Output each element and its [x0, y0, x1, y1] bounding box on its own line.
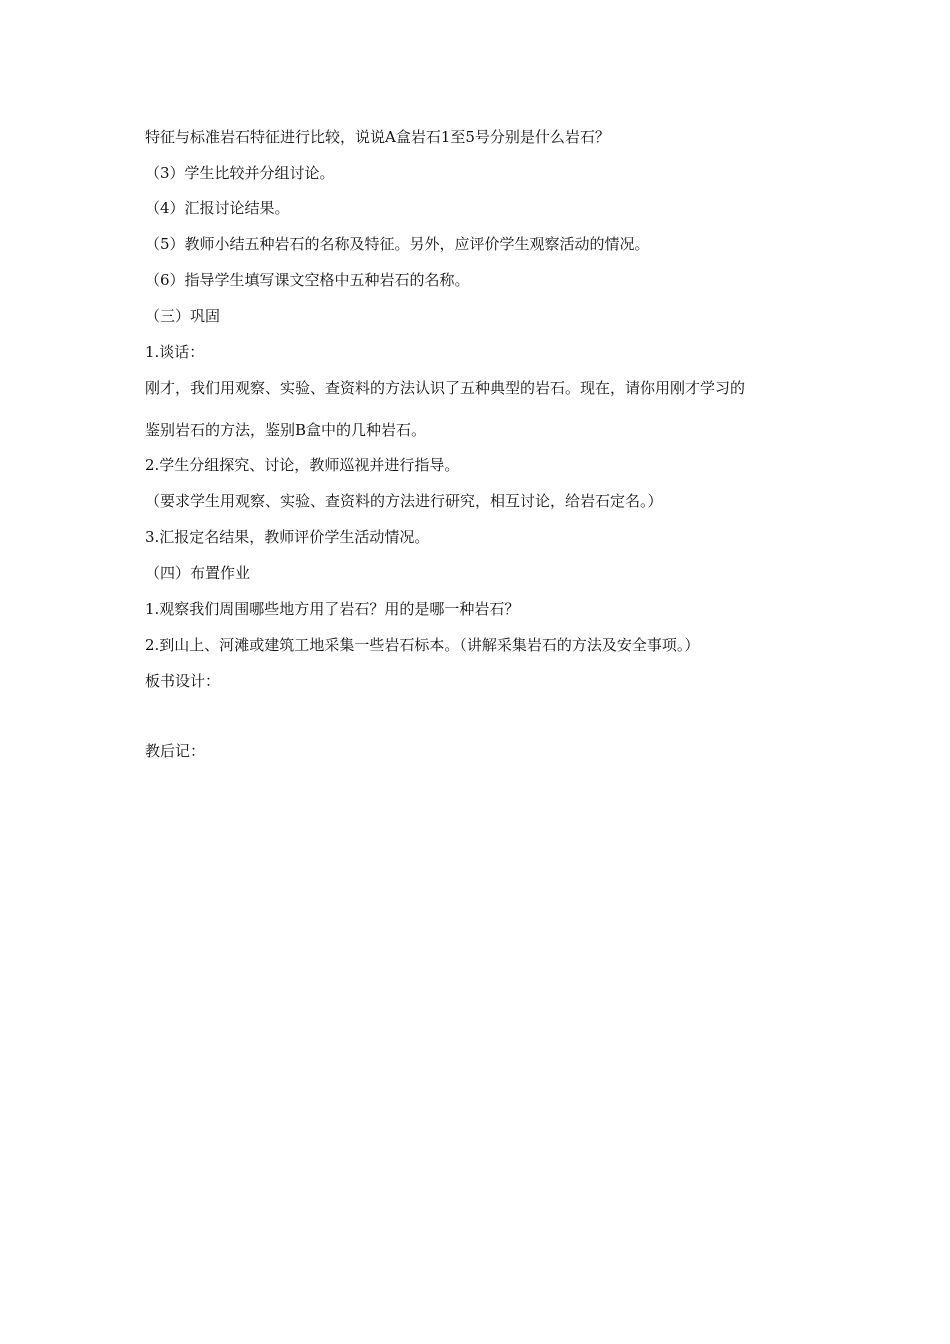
- paragraph-line: （要求学生用观察、实验、查资料的方法进行研究，相互讨论，给岩石定名。）: [145, 492, 663, 510]
- paragraph-line: （5）教师小结五种岩石的名称及特征。另外，应评价学生观察活动的情况。: [145, 235, 650, 253]
- paragraph-line: 鉴别岩石的方法，鉴别B盒中的几种岩石。: [145, 421, 427, 439]
- section-heading: （四）布置作业: [145, 564, 251, 582]
- post-lesson-notes-label: 教后记：: [145, 742, 206, 760]
- paragraph-line: 2.学生分组探究、讨论，教师巡视并进行指导。: [145, 456, 460, 474]
- paragraph-line: （3）学生比较并分组讨论。: [145, 164, 335, 182]
- board-design-label: 板书设计：: [145, 672, 221, 690]
- paragraph-line: 2.到山上、河滩或建筑工地采集一些岩石标本。（讲解采集岩石的方法及安全事项。）: [145, 636, 700, 654]
- paragraph-line: 刚才，我们用观察、实验、查资料的方法认识了五种典型的岩石。现在，请你用刚才学习的: [145, 379, 746, 397]
- paragraph-line: 特征与标准岩石特征进行比较，说说A盒岩石1至5号分别是什么岩石？: [145, 128, 610, 146]
- paragraph-line: 1.观察我们周围哪些地方用了岩石？用的是哪一种岩石？: [145, 600, 520, 618]
- section-heading: （三）巩固: [145, 307, 221, 325]
- paragraph-line: 1.谈话：: [145, 343, 205, 361]
- paragraph-line: 3.汇报定名结果，教师评价学生活动情况。: [145, 528, 430, 546]
- paragraph-line: （6）指导学生填写课文空格中五种岩石的名称。: [145, 271, 470, 289]
- paragraph-line: （4）汇报讨论结果。: [145, 199, 290, 217]
